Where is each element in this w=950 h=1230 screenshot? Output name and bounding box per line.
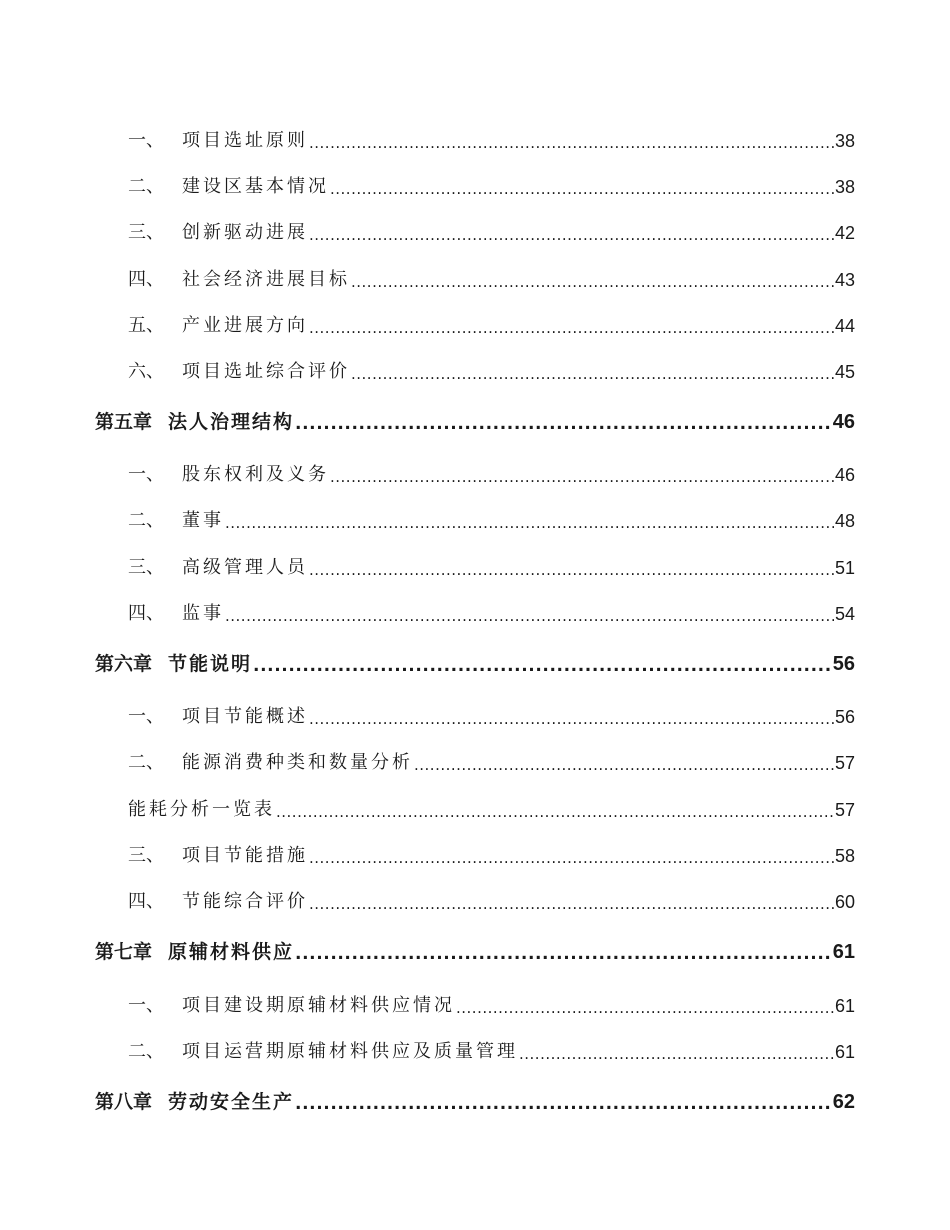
toc-entry[interactable] xyxy=(128,883,855,913)
toc-entry[interactable] xyxy=(128,698,855,728)
toc-entry[interactable] xyxy=(128,214,855,244)
entry-title: 社会经济进展目标 xyxy=(182,269,350,290)
toc-entry[interactable] xyxy=(128,261,855,291)
entry-page-number: 38 xyxy=(834,131,855,151)
dot-leader xyxy=(309,126,834,148)
toc-entry[interactable] xyxy=(128,987,855,1017)
dot-leader xyxy=(295,938,832,960)
entry-page-number: 42 xyxy=(834,223,855,243)
toc-chapter-entry[interactable] xyxy=(95,404,855,434)
entry-page-number: 45 xyxy=(834,362,855,382)
entry-page-number: 54 xyxy=(834,604,855,624)
entry-number: 三、 xyxy=(128,845,164,866)
entry-title: 项目运营期原辅材料供应及质量管理 xyxy=(182,1041,518,1062)
toc-entry[interactable] xyxy=(128,1033,855,1063)
entry-page-number: 61 xyxy=(834,996,855,1016)
chapter-title: 劳动安全生产 xyxy=(168,1091,295,1113)
entry-title: 项目节能措施 xyxy=(182,845,308,866)
entry-number: 二、 xyxy=(128,176,164,197)
dot-leader xyxy=(309,218,834,240)
entry-number: 三、 xyxy=(128,557,164,578)
entry-title: 创新驱动进展 xyxy=(182,222,308,243)
toc-chapter-entry[interactable] xyxy=(95,646,855,676)
toc-chapter-entry[interactable] xyxy=(95,934,855,964)
entry-title: 监事 xyxy=(182,603,224,624)
toc-entry[interactable] xyxy=(128,456,855,486)
entry-title: 股东权利及义务 xyxy=(182,464,329,485)
entry-number: 三、 xyxy=(128,222,164,243)
dot-leader xyxy=(309,841,834,863)
entry-page-number: 60 xyxy=(834,892,855,912)
dot-leader xyxy=(414,748,834,770)
entry-page-number: 43 xyxy=(834,270,855,290)
entry-title: 产业进展方向 xyxy=(182,315,308,336)
dot-leader xyxy=(309,702,834,724)
dot-leader xyxy=(225,599,834,621)
chapter-number: 第六章 xyxy=(95,653,153,675)
entry-number: 四、 xyxy=(128,269,164,290)
dot-leader xyxy=(276,795,834,817)
dot-leader xyxy=(351,357,834,379)
entry-title: 项目建设期原辅材料供应情况 xyxy=(182,995,455,1016)
entry-page-number: 56 xyxy=(834,707,855,727)
toc-entry[interactable] xyxy=(128,549,855,579)
chapter-page-number: 46 xyxy=(832,411,855,433)
dot-leader xyxy=(309,311,834,333)
entry-page-number: 48 xyxy=(834,511,855,531)
entry-title: 高级管理人员 xyxy=(182,557,308,578)
entry-title: 项目选址原则 xyxy=(182,130,308,151)
entry-page-number: 58 xyxy=(834,846,855,866)
toc-entry[interactable] xyxy=(128,837,855,867)
chapter-number: 第五章 xyxy=(95,411,153,433)
entry-number: 二、 xyxy=(128,752,164,773)
dot-leader xyxy=(351,265,834,287)
chapter-title: 节能说明 xyxy=(168,653,253,675)
entry-title: 董事 xyxy=(182,510,224,531)
toc-entry[interactable] xyxy=(128,353,855,383)
chapter-page-number: 56 xyxy=(832,653,855,675)
toc-entry[interactable] xyxy=(128,502,855,532)
entry-title: 能源消费种类和数量分析 xyxy=(182,752,413,773)
dot-leader xyxy=(330,172,834,194)
entry-number: 一、 xyxy=(128,464,164,485)
entry-page-number: 51 xyxy=(834,558,855,578)
entry-number: 六、 xyxy=(128,361,164,382)
chapter-number: 第八章 xyxy=(95,1091,153,1113)
dot-leader xyxy=(330,460,834,482)
toc-entry[interactable] xyxy=(128,122,855,152)
entry-page-number: 57 xyxy=(834,753,855,773)
chapter-title: 原辅材料供应 xyxy=(168,941,295,963)
entry-title: 项目节能概述 xyxy=(182,706,308,727)
entry-number: 四、 xyxy=(128,891,164,912)
chapter-title: 法人治理结构 xyxy=(168,411,295,433)
entry-number: 二、 xyxy=(128,1041,164,1062)
entry-title: 能耗分析一览表 xyxy=(128,799,275,820)
dot-leader xyxy=(295,1088,832,1110)
dot-leader xyxy=(309,553,834,575)
entry-title: 项目选址综合评价 xyxy=(182,361,350,382)
entry-title: 建设区基本情况 xyxy=(182,176,329,197)
dot-leader xyxy=(295,408,832,430)
toc-chapter-entry[interactable] xyxy=(95,1084,855,1114)
dot-leader xyxy=(519,1037,834,1059)
toc-entry[interactable] xyxy=(128,168,855,198)
entry-page-number: 44 xyxy=(834,316,855,336)
dot-leader xyxy=(309,887,834,909)
toc-entry[interactable] xyxy=(128,791,855,821)
entry-page-number: 46 xyxy=(834,465,855,485)
entry-number: 四、 xyxy=(128,603,164,624)
entry-number: 二、 xyxy=(128,510,164,531)
dot-leader xyxy=(456,991,834,1013)
entry-number: 五、 xyxy=(128,315,164,336)
entry-page-number: 61 xyxy=(834,1042,855,1062)
dot-leader xyxy=(225,506,834,528)
entry-number: 一、 xyxy=(128,706,164,727)
toc-entry[interactable] xyxy=(128,744,855,774)
chapter-page-number: 62 xyxy=(832,1091,855,1113)
toc-entry[interactable] xyxy=(128,595,855,625)
dot-leader xyxy=(253,650,832,672)
entry-page-number: 57 xyxy=(834,800,855,820)
entry-title: 节能综合评价 xyxy=(182,891,308,912)
entry-page-number: 38 xyxy=(834,177,855,197)
chapter-number: 第七章 xyxy=(95,941,153,963)
toc-entry[interactable] xyxy=(128,307,855,337)
entry-number: 一、 xyxy=(128,130,164,151)
chapter-page-number: 61 xyxy=(832,941,855,963)
entry-number: 一、 xyxy=(128,995,164,1016)
